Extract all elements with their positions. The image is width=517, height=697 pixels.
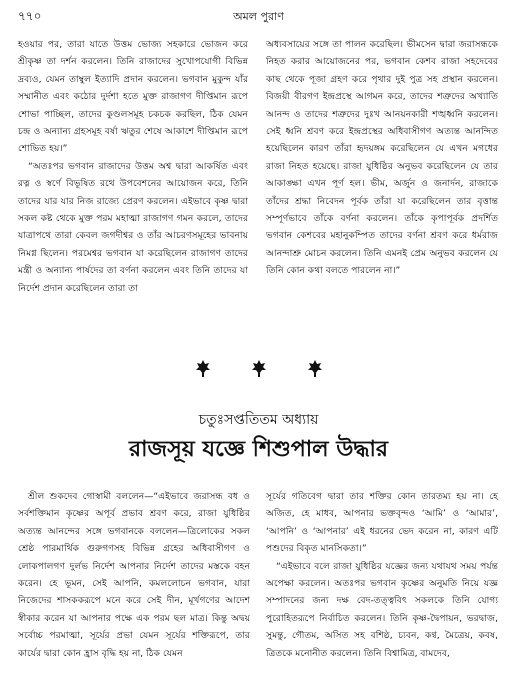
page-number: ৭৭০ bbox=[18, 9, 42, 23]
upper-right-column bbox=[266, 36, 498, 280]
paragraph: সূর্যের গতিবেগ দ্বারা তার শক্তির কোন তারতম্য হয় না। হে অজিত, হে মাধব, আপনার ভক্তবৃন্দও ‘আমি’ ও ‘আমার’, ‘আপনি’ ও ‘আপনার’ এই ধরনের ভেদ করেন না, কারণ এটি পশুদের বিকৃত মানসিকতা।” bbox=[266, 491, 498, 555]
upper-left-column bbox=[18, 36, 248, 297]
paragraph: হওয়ার পর, তারা যাতে উত্তম ভোজ্য সহকারে ভোজন করে শ্রীকৃষ্ণ তা দর্শন করলেন। তিনি রাজাদের সুখোপযোগী বিভিন্ন দ্রব্যও, যেমন তাম্বুল ইত্যাদি প্রদান করলেন। ভগবান মুকুন্দ যাঁর সম্মানীত এবং কঠোর দুর্দশা হতে মুক্ত রাজাগণ দীপ্তিমান রূপে শোভা পাচ্ছিল, তাদের কুণ্ডলসমূহ চকচক করছিল, ঠিক যেমন চন্দ্র ও অন্যান্য গ্রহসমূহ বর্ষা ঋতুর শেষে আকাশে দীপ্তিমান রূপে শোভিত হয়।” bbox=[18, 39, 248, 155]
flower-ornament-icon bbox=[194, 358, 212, 378]
flower-ornament-icon bbox=[306, 358, 324, 378]
lower-right-column bbox=[266, 488, 498, 662]
chapter-heading: চতুঃসপ্ততিতম অধ্যায় bbox=[198, 412, 319, 428]
paragraph: শ্রীল শুকদেব গোস্বামী বললেন—“এইভাবে জরাসন্ধ বধ ও সর্বশক্তিমান কৃষ্ণের অপূর্ব প্রভাব শ্রবণ করে, রাজা যুধিষ্ঠির অত্যন্ত আনন্দের সঙ্গে ভগবানকে বললেন—ত্রিলোকের সকল শ্রেষ্ঠ পারমার্থিক গুরুগণসহ বিভিন্ন গ্রহের অধিবাসীগণ ও লোকপালগণ দুর্লভ নির্দেশ আপনার নির্দেশ তাদের মস্তকে বহন করেন। হে ভূমন, সেই আপনি, কমললোচন ভগবান, যারা নিজেদের শাসককরূপে মনে করে সেই দীন, মূর্খগণের আদেশ স্বীকার করেন যা আপনার পক্ষে এক পরম ছল মাত্র। কিন্তু অদ্বয় সর্বোচ্চ পরমাত্মা, সূর্যের প্রভা যেমন সূর্যের শক্তিরূপে, তার কার্যের দ্বারা কোন হ্রাস বৃদ্ধি হয় না, ঠিক যেমন bbox=[18, 491, 250, 659]
paragraph: “এইভাবে বলে রাজা যুধিষ্ঠির যজ্ঞের জন্য যথাযথ সময় পর্যন্ত অপেক্ষা করলেন। অতঃপর ভগবান কৃষ্ণের অনুমতি নিয়ে যজ্ঞ সম্পাদনের জন্য দক্ষ বেদ-তত্ত্ববিৎ সকলকে তিনি যোগ্য পুরোহিতরূপে নির্বাচিত করলেন। তিনি কৃষ্ণ-দ্বৈপায়ন, ভরদ্বাজ, সুমন্তু, গৌতম, অসিত সহ বশিষ্ঠ, চ্যবন, কণ্ব, মৈত্রেয়, কবষ, ত্রিতকে মনোনীত করলেন। তিনি বিশ্বামিত্র, বামদেব, bbox=[266, 560, 498, 659]
running-title: অমল পুরাণ bbox=[233, 10, 284, 23]
section-divider bbox=[0, 358, 517, 378]
paragraph: “অতঃপর ভগবান রাজাদের উত্তম অশ্ব দ্বারা আকর্ষিত এবং রত্ন ও স্বর্ণে বিভূষিত রথে উপবেশনের আয়োজন করে, তিনি তাদের যার যার নিজ রাজ্যে প্রেরণ করলেন। এইভাবে কৃষ্ণ দ্বারা সকল কষ্ট থেকে মুক্ত পরম মহাত্মা রাজাগণ গমন করলে, তাদের যাত্রাপথে তারা কেবল জগদীশ্বর ও তাঁর আচরণসমূহের ভাবনায় নিমগ্ন ছিলেন। পরমেশ্বর ভগবান যা করেছিলেন রাজাগণ তাদের মন্ত্রী ও অন্যান্য পার্ষদের তা বর্ণনা করলেন এবং তিনি তাদের যা নির্দেশ প্রদান করেছিলেন তারা তা bbox=[18, 160, 248, 294]
chapter-title: রাজসূয় যজ্ঞে শিশুপাল উদ্ধার bbox=[129, 437, 388, 462]
lower-left-column bbox=[18, 488, 250, 662]
paragraph: অধ্যবসায়ের সঙ্গে তা পালন করেছিল। ভীমসেন দ্বারা জরাসন্ধকে নিহত করার আয়োজনের পর, ভগবান কেশব রাজা সহদেবের কাছ থেকে পূজা গ্রহণ করে পৃথার দুই পুত্র সহ প্রস্থান করলেন। বিজয়ী বীরগণ ইন্দ্রপ্রস্থে আগমন করে, তাদের শত্রুদের অখ্যাতি আনন্দ ও তাদের শত্রুদের দুঃখ আনয়নকারী শঙ্খধ্বনি করলেন। সেই ধ্বনি শ্রবণ করে ইন্দ্রপ্রস্থের অধিবাসীগণ অত্যন্ত আনন্দিত হয়েছিলেন কারণ তাঁরা হৃদয়ঙ্গম করেছিলেন যে এখন মগধের রাজা নিহত হয়েছে। রাজা যুধিষ্ঠির অনুভব করেছিলেন যে তার আকাঙ্ক্ষা এখন পূর্ণ হল। ভীম, অর্জুন ও জনার্দন, রাজাকে তাঁদের শ্রদ্ধা নিবেদন পূর্বক তাঁরা যা করেছিলেন তার বৃত্তান্ত সম্পূর্ণভাবে তাঁকে বর্ণনা করলেন। তাঁকে কৃপাপূর্বক প্রদর্শিত ভগবান কেশবের মহানুকম্পিত তাদের বর্ণনা শ্রবণ করে ধর্মরাজ আনন্দাশ্রু মোচন করলেন। তিনি এমনই প্রেম অনুভব করলেন যে তিনি কোন কথা বলতে পারলেন না।” bbox=[266, 39, 498, 277]
flower-ornament-icon bbox=[250, 358, 268, 378]
